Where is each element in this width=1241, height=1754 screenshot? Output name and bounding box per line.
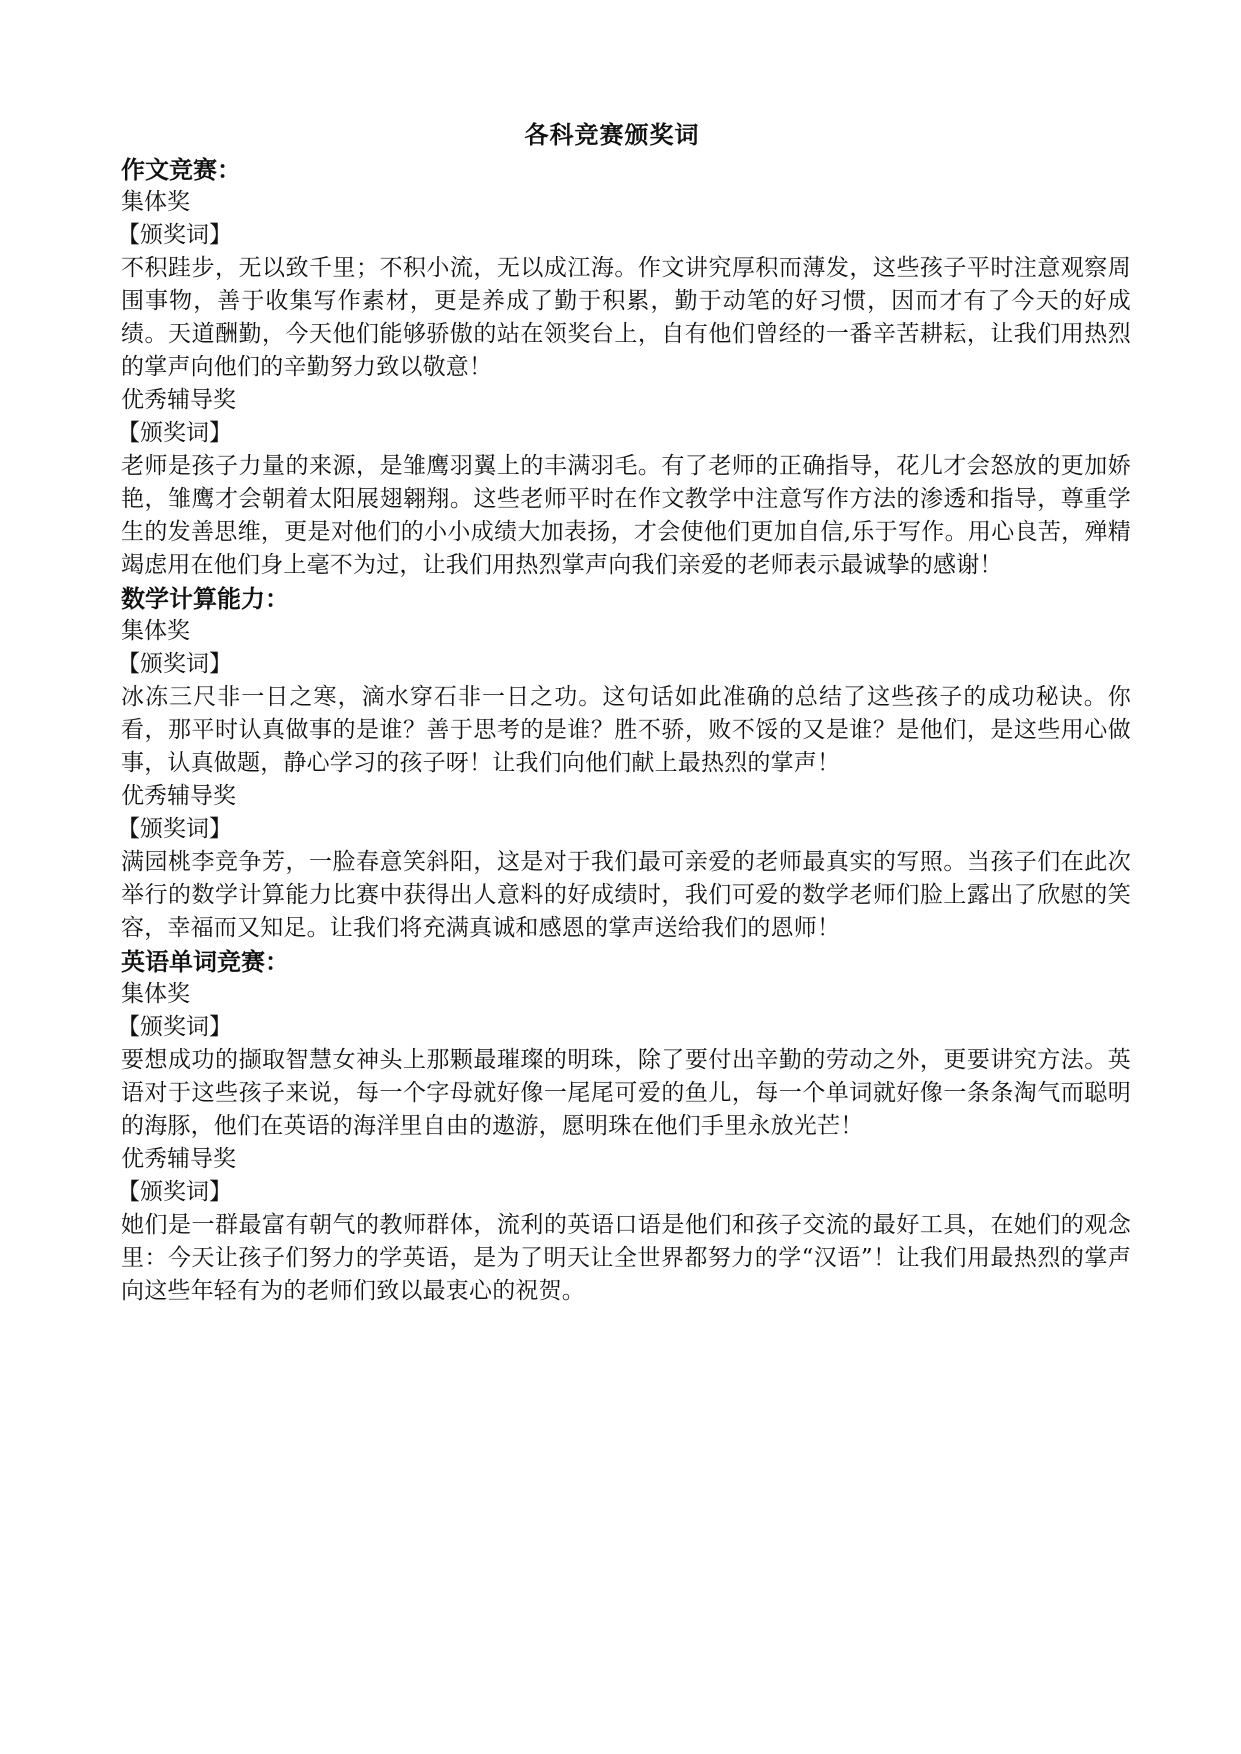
award-speech-text: 她们是一群最富有朝气的教师群体，流利的英语口语是他们和孩子交流的最好工具，在她们的观念里：今天让孩子们努力的学英语，是为了明天让全世界都努力的学“汉语”！让我们用最热烈的掌声向这些年轻有为的老师们致以最衷心的祝贺。 — [121, 1212, 1131, 1304]
award-name: 优秀辅导奖 — [121, 387, 236, 413]
award-speech-text: 老师是孩子力量的来源，是雏鹰羽翼上的丰满羽毛。有了老师的正确指导，花儿才会怒放的更加娇艳，雏鹰才会朝着太阳展翅翱翔。这些老师平时在作文教学中注意写作方法的渗透和指导，尊重学生的发善思维，更是对他们的小小成绩大加表扬，才会使他们更加自信,乐于写作。用心良苦，殚精竭虑用在他们身上毫不为过，让我们用热烈掌声向我们亲爱的老师表示最诚挚的感谢！ — [121, 453, 1131, 578]
section-heading: 作文竞赛： — [121, 155, 241, 184]
document-body — [117, 117, 1131, 1308]
award-speech-label: 【颁奖词】 — [117, 816, 232, 842]
award-speech-text: 冰冻三尺非一日之寒，滴水穿石非一日之功。这句话如此准确的总结了这些孩子的成功秘诀。你看，那平时认真做事的是谁？善于思考的是谁？胜不骄，败不馁的又是谁？是他们，是这些用心做事，认真做题，静心学习的孩子呀！让我们向他们献上最热烈的掌声！ — [121, 684, 1131, 776]
award-speech-text: 要想成功的撷取智慧女神头上那颗最璀璨的明珠，除了要付出辛勤的劳动之外，更要讲究方法。英语对于这些孩子来说，每一个字母就好像一尾尾可爱的鱼儿，每一个单词就好像一条条淘气而聪明的海豚，他们在英语的海洋里自由的遨游，愿明珠在他们手里永放光芒！ — [121, 1047, 1131, 1139]
award-speech-label: 【颁奖词】 — [117, 1014, 232, 1040]
award-name: 集体奖 — [121, 618, 190, 644]
document-title: 各科竞赛颁奖词 — [524, 120, 700, 149]
award-speech-label: 【颁奖词】 — [117, 1179, 232, 1205]
section-composition — [117, 153, 1131, 582]
section-heading: 英语单词竞赛： — [121, 947, 289, 976]
award-speech-label: 【颁奖词】 — [117, 420, 232, 446]
award-name: 优秀辅导奖 — [121, 783, 236, 809]
award-speech-text: 满园桃李竞争芳，一脸春意笑斜阳，这是对于我们最可亲爱的老师最真实的写照。当孩子们在此次举行的数学计算能力比赛中获得出人意料的好成绩时，我们可爱的数学老师们脸上露出了欣慰的笑容，幸福而又知足。让我们将充满真诚和感恩的掌声送给我们的恩师！ — [121, 849, 1131, 941]
award-speech-label: 【颁奖词】 — [117, 651, 232, 677]
award-name: 集体奖 — [121, 189, 190, 215]
award-name: 集体奖 — [121, 981, 190, 1007]
award-speech-text: 不积跬步，无以致千里；不积小流，无以成江海。作文讲究厚积而薄发，这些孩子平时注意观察周围事物，善于收集写作素材，更是养成了勤于积累，勤于动笔的好习惯，因而才有了今天的好成绩。天道酬勤，今天他们能够骄傲的站在领奖台上，自有他们曾经的一番辛苦耕耘，让我们用热烈的掌声向他们的辛勤努力致以敬意！ — [121, 255, 1131, 380]
section-heading: 数学计算能力： — [121, 584, 289, 613]
section-english — [117, 945, 1131, 1308]
award-name: 优秀辅导奖 — [121, 1146, 236, 1172]
award-speech-label: 【颁奖词】 — [117, 222, 232, 248]
section-math — [117, 582, 1131, 945]
